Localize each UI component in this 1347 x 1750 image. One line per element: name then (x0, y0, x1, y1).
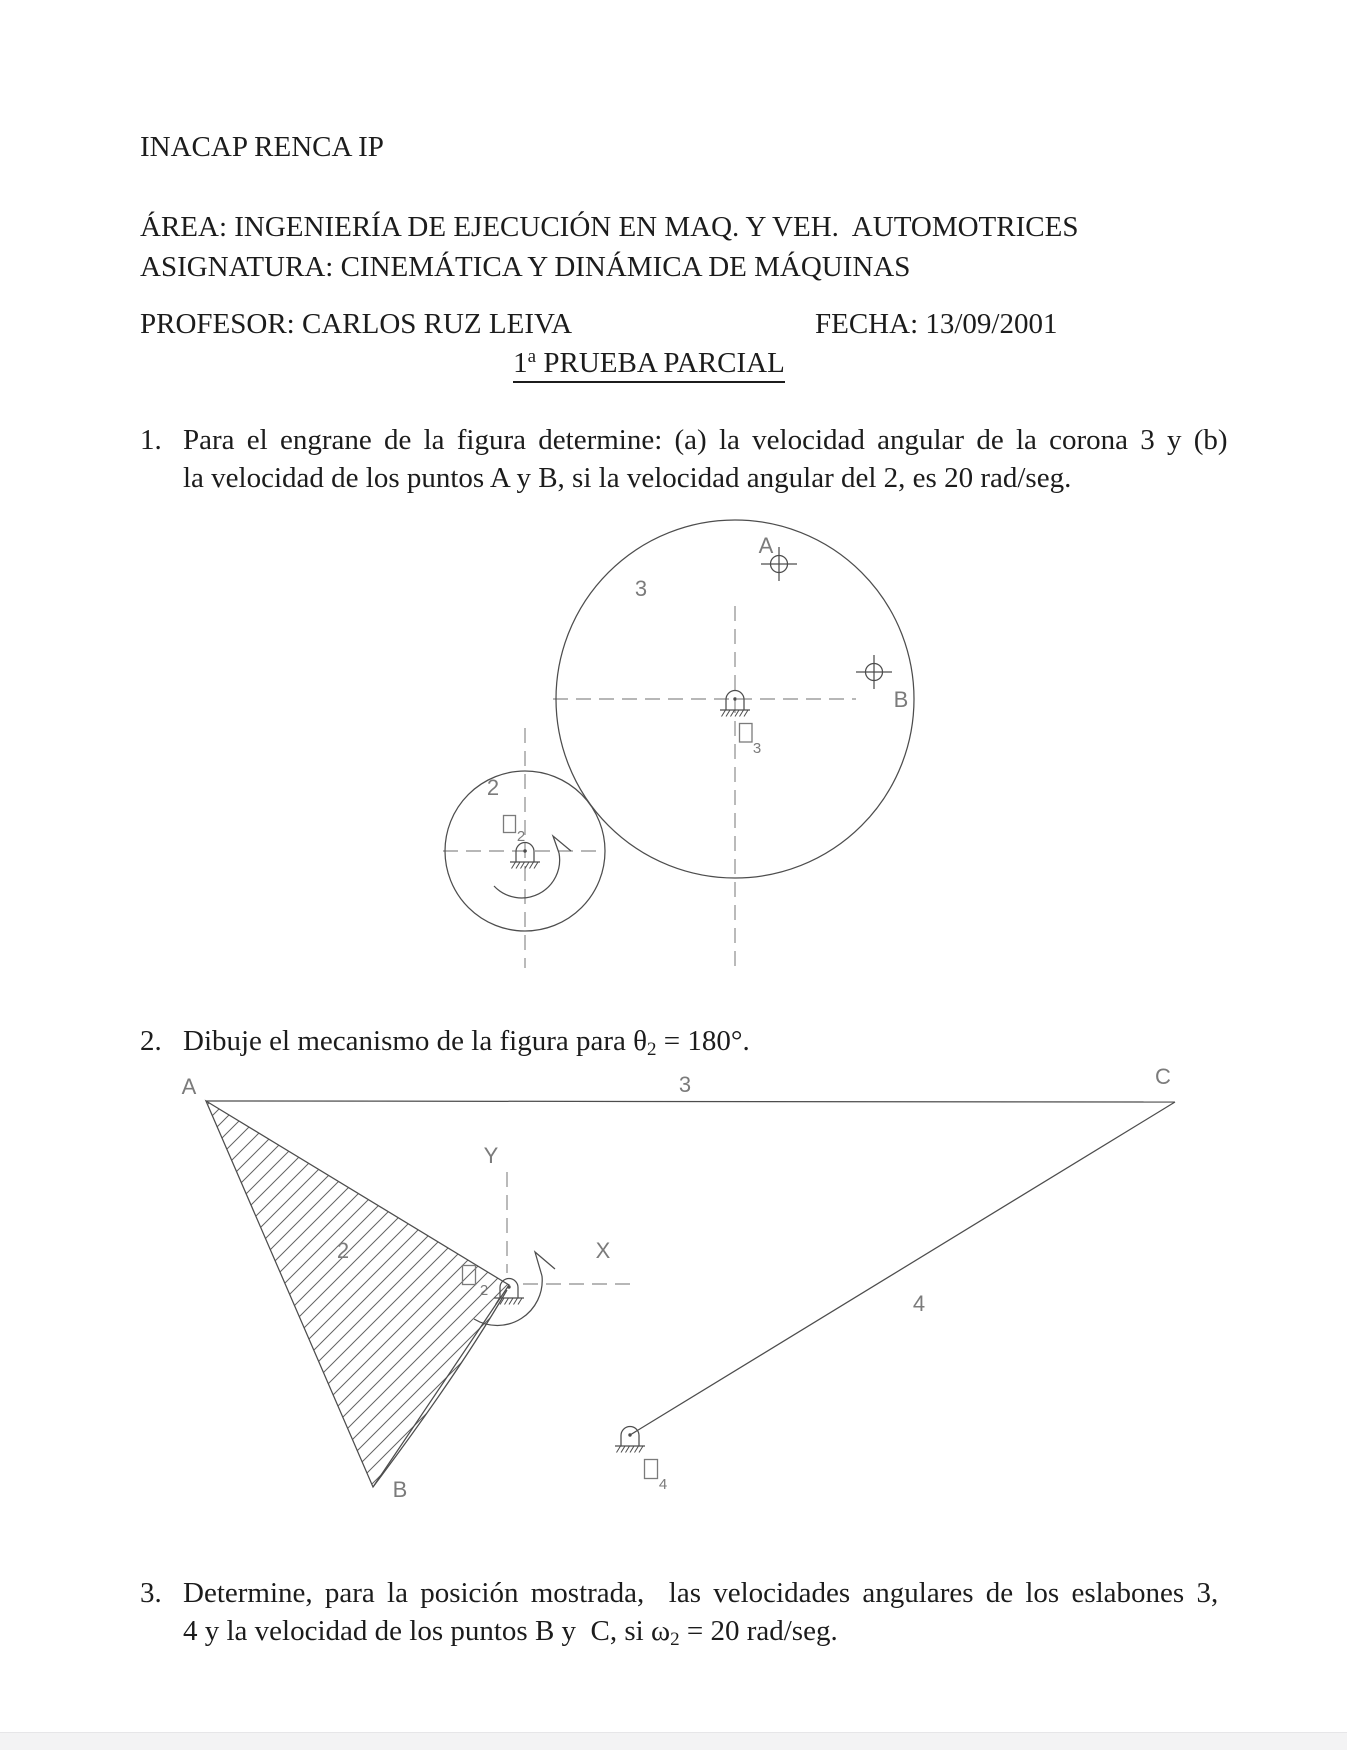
question-3-line-2 (183, 1612, 838, 1659)
o2-subscript: 2 (516, 828, 526, 845)
header-area (140, 208, 1078, 246)
q2-text-pre: Dibuje el mecanismo de la figura para (183, 1025, 634, 1057)
o4-box-glyph (645, 1460, 658, 1479)
rotation-arrow-arc (494, 853, 560, 898)
title-number: 1 (513, 347, 528, 379)
question-1-line-1 (140, 421, 1228, 459)
q1-text-line1: Para el engrane de la figura determine: (a) la velocidad angular de la corona 3 y (b) (183, 424, 1228, 456)
header-subject (140, 248, 910, 286)
point-a-label: A (758, 533, 774, 558)
q3-number: 3. (140, 1577, 162, 1609)
link4-label: 4 (912, 1291, 926, 1316)
link-3-line (206, 1101, 1175, 1102)
date-text: FECHA: 13/09/2001 (815, 308, 1058, 340)
link2-hatch-fill (206, 1101, 509, 1487)
rotation-arrow-head-icon (535, 1252, 555, 1276)
mechanism-figure (175, 1058, 1195, 1513)
gear-figure (420, 465, 940, 985)
header-institution (140, 128, 384, 166)
institution-text: INACAP RENCA IP (140, 131, 384, 163)
omega-subscript: 2 (670, 1629, 680, 1650)
point-a-label: A (181, 1074, 197, 1099)
q3-text-line2-pre: 4 y la velocidad de los puntos B y C, si (183, 1615, 651, 1647)
header-date (815, 305, 1058, 343)
gear2-label: 2 (486, 775, 500, 800)
x-axis-label: X (595, 1238, 611, 1263)
area-text: ÁREA: INGENIERÍA DE EJECUCIÓN EN MAQ. Y VEH. AUTOMOTRICES (140, 211, 1079, 243)
exam-title-underlined (513, 347, 785, 383)
q2-number: 2. (140, 1025, 162, 1057)
link2-label: 2 (336, 1238, 350, 1263)
theta-symbol: θ (633, 1025, 648, 1057)
point-c-label: C (1155, 1064, 1171, 1089)
o2-box-glyph (504, 816, 516, 833)
header-professor (140, 305, 572, 343)
exam-title (140, 344, 1158, 386)
link3-label: 3 (678, 1072, 692, 1097)
gear3-label: 3 (634, 576, 648, 601)
title-text: PRUEBA PARCIAL (536, 347, 785, 379)
ground-pivot-o4-icon (615, 1427, 645, 1453)
professor-text: PROFESOR: CARLOS RUZ LEIVA (140, 308, 573, 340)
q1-text-line2: la velocidad de los puntos A y B, si la velocidad angular del 2, es 20 rad/seg. (183, 462, 1072, 494)
title-superscript: a (527, 346, 537, 367)
q1-number: 1. (140, 424, 162, 456)
point-b-label: B (893, 687, 909, 712)
q3-text-line2-post: = 20 rad/seg. (679, 1615, 838, 1647)
theta-subscript: 2 (647, 1039, 657, 1060)
question-3-line-1 (140, 1574, 1218, 1612)
point-b-label: B (392, 1477, 408, 1502)
o4-subscript: 4 (658, 1476, 668, 1493)
q3-text-line1: Determine, para la posición mostrada, las velocidades angulares de los eslabones 3, (183, 1577, 1219, 1609)
o2-subscript: 2 (479, 1282, 489, 1299)
link-4-line (630, 1102, 1175, 1435)
subject-text: ASIGNATURA: CINEMÁTICA Y DINÁMICA DE MÁQUINAS (140, 251, 911, 283)
point-b-target-icon (856, 655, 892, 689)
o3-subscript: 3 (752, 740, 762, 757)
y-axis-label: Y (483, 1143, 499, 1168)
o3-box-glyph (740, 724, 753, 743)
q2-text-post: = 180°. (656, 1025, 750, 1057)
omega-symbol: ω (651, 1615, 671, 1647)
page-footer-bar (0, 1732, 1347, 1750)
